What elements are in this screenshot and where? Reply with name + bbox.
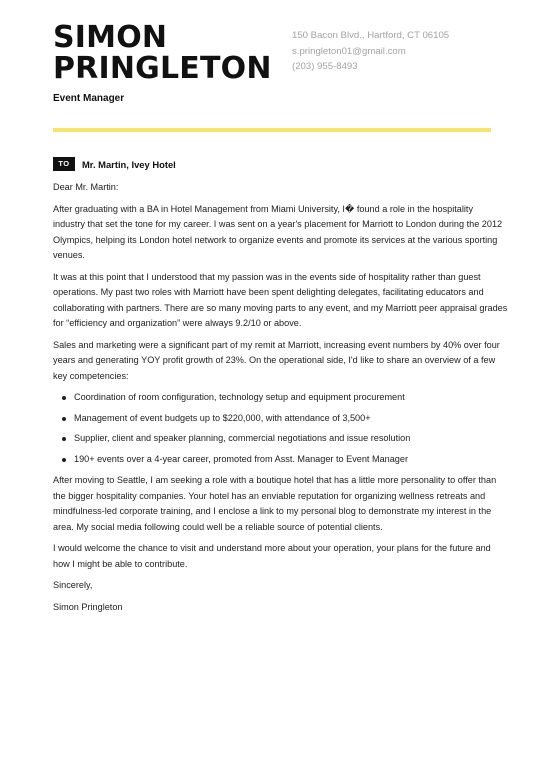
list-item: 190+ events over a 4-year career, promoted from Asst. Manager to Event Manager xyxy=(74,452,495,468)
address: 150 Bacon Blvd., Hartford, CT 06105 xyxy=(292,30,450,41)
paragraph-line: mindfulness-led corporate training, and I enclose a link to my personal blog to demonstrate my interest in the xyxy=(53,506,492,516)
paragraph-4 xyxy=(53,473,495,535)
job-title: Event Manager xyxy=(53,93,125,104)
competency-list xyxy=(53,390,495,467)
paragraph-line: the bigger hospitality companies. Your hotel has an enviable reputation for organizing wellness retreats and xyxy=(53,490,486,501)
list-item: Coordination of room configuration, technology setup and equipment procurement xyxy=(74,390,495,406)
email: s.pringleton01@gmail.com xyxy=(292,45,406,57)
signature: Simon Pringleton xyxy=(53,601,123,612)
recipient-name: Mr. Martin, Ivey Hotel xyxy=(82,158,176,170)
paragraph-line: how I might be able to contribute. xyxy=(53,558,188,569)
first-name: SIMON xyxy=(53,20,168,55)
phone: (203) 955-8493 xyxy=(292,61,358,72)
paragraph-2 xyxy=(53,270,508,332)
paragraph-line: key competencies: xyxy=(53,370,129,381)
paragraph-line: After moving to Seattle, I am seeking a role with a boutique hotel that has a little more personality to offer than xyxy=(53,475,497,485)
paragraph-line: years and generating YOY profit growth of 23%. On the operational side, I'd like to share an overview of a few xyxy=(53,355,496,365)
salutation: Dear Mr. Martin: xyxy=(53,182,119,192)
recipient-row xyxy=(53,157,176,171)
letter-body xyxy=(53,180,508,621)
paragraph-line: It was at this point that I understood that my passion was in the events side of hospitality rather than guest xyxy=(53,271,481,282)
paragraph-5 xyxy=(53,541,495,572)
paragraph-line: area. My social media following could well be a reliable source of potential clients. xyxy=(53,521,383,532)
paragraph-line: I would welcome the chance to visit and understand more about your operation, your plans for the future and xyxy=(53,543,491,553)
paragraph-3 xyxy=(53,338,500,385)
list-item: Supplier, client and speaker planning, commercial negotiations and issue resolution xyxy=(74,431,495,447)
accent-divider xyxy=(53,128,491,132)
paragraph-line: After graduating with a BA in Hotel Management from Miami University, I� found a role in the hospitality xyxy=(53,203,474,214)
paragraph-line: venues. xyxy=(53,250,85,260)
paragraph-line: collaborating with partners. There are so many moving parts to any event, and my Marriott peer appraisal grades xyxy=(53,302,508,313)
to-badge: TO xyxy=(53,157,75,171)
closing: Sincerely, xyxy=(53,580,93,590)
applicant-name xyxy=(53,22,272,84)
paragraph-line: operations. My past two roles with Marriott have been spent delighting delegates, facilitating educators and xyxy=(53,287,484,297)
contact-block xyxy=(292,28,449,75)
list-item: Management of event budgets up to $220,000, with attendance of 3,500+ xyxy=(74,411,495,427)
paragraph-line: Olympics, helping its London hotel network to organize events and promote its services at the various sporting xyxy=(53,234,498,245)
paragraph-1 xyxy=(53,202,503,264)
paragraph-line: Sales and marketing were a significant part of my remit at Marriott, increasing event numbers by 40% over four xyxy=(53,339,500,350)
last-name: PRINGLETON xyxy=(53,51,272,86)
paragraph-line: industry that set the tone for my career. I was sent on a year's placement for Marriott to London during the 2012 xyxy=(53,219,503,229)
paragraph-line: for “efficiency and organization” were always 9.2/10 or above. xyxy=(53,318,302,328)
